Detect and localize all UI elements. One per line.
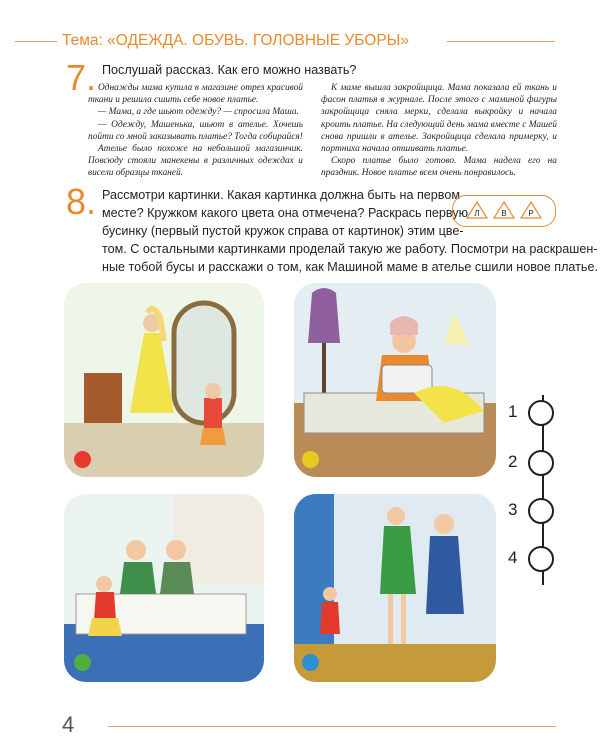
story-paragraph: Однажды мама купила в магазине отрез красивой ткани и решила сшить себе новое платье.: [88, 83, 303, 106]
bead-number: 1: [508, 402, 518, 421]
fitting-dress-picture: [294, 494, 496, 682]
badge-letter: Л: [474, 209, 480, 218]
badge-letter: В: [501, 209, 507, 218]
header-rule-left: [15, 41, 57, 42]
shop-illustration: [64, 283, 264, 477]
instruction-line: том. С остальными картинками проделай такую же работу. Посмотри на раскрашен-: [102, 242, 598, 256]
instruction-line: бусинку (первый пустой кружок справа от картинок) этим цве-: [102, 224, 464, 238]
atelier-illustration: [294, 283, 496, 477]
bead-circle-1[interactable]: [528, 400, 554, 426]
badge-letter: Р: [528, 209, 534, 218]
story-paragraph: — Мама, а где шьют одежду? — спросила Маша.: [98, 107, 299, 118]
story-paragraph: — Одежду, Машенька, шьют в ателье. Хочешь пойти со мной заказывать платье? Тогда собирайся!: [88, 119, 303, 142]
triangle-icon: [520, 201, 542, 219]
bead-number: 2: [508, 452, 518, 471]
instruction-line: ные тобой бусы и расскажи о том, как Машиной маме в ателье сшили новое платье.: [102, 260, 598, 274]
yellow-marker-dot: [302, 451, 319, 468]
bead-number: 4: [508, 548, 518, 567]
theme-prefix: Тема:: [62, 32, 108, 49]
task-8-number: 8.: [66, 181, 97, 222]
theme-title: «ОДЕЖДА. ОБУВЬ. ГОЛОВНЫЕ УБОРЫ»: [107, 32, 409, 49]
footer-rule: [108, 726, 556, 727]
green-marker-dot: [74, 654, 91, 671]
fitting-illustration: [294, 494, 496, 682]
task-7-number: 7.: [66, 57, 97, 98]
bead-number: 3: [508, 500, 518, 519]
story-paragraph: К маме вышла закройщица. Мама показала ей ткань и фасон платья в журнале. После этого с маминой фигуры закройщица сняла мерки, сделала выкройку и начала кроить платье. На следующий день мама вместе с Машей снова пришли в ателье. Закройщица сделала примерку, и портниха начала отшивать платье.: [321, 83, 557, 155]
bead-circle-4[interactable]: [528, 546, 554, 572]
triangle-icon: [466, 201, 488, 219]
page-number: 4: [62, 712, 75, 737]
choosing-fabric-picture: [64, 494, 264, 682]
bead-circle-2[interactable]: [528, 450, 554, 476]
bead-circle-3[interactable]: [528, 498, 554, 524]
instruction-line: месте? Кружком какого цвета она отмечена? Раскрась первую: [102, 206, 469, 220]
fabric-illustration: [64, 494, 264, 682]
red-marker-dot: [74, 451, 91, 468]
story-column-left: [88, 82, 303, 180]
story-column-right: [321, 82, 557, 180]
mother-trying-dress-picture: [64, 283, 264, 477]
page-theme: [62, 32, 409, 50]
story-paragraph: Скоро платье было готово. Мама надела его на праздник. Новое платье всем очень понравилось.: [321, 156, 557, 179]
triangle-icon: [493, 201, 515, 219]
task-7-instruction: Послушай рассказ. Как его можно назвать?: [102, 63, 357, 77]
instruction-line: Рассмотри картинки. Какая картинка должна быть на первом: [102, 188, 460, 202]
seamstress-sewing-picture: [294, 283, 496, 477]
header-rule-right: [447, 41, 555, 42]
story-paragraph: Ателье было похоже на небольшой магазинчик. Повсюду стояли манекены в различных одеждах и висели образцы тканей.: [88, 144, 303, 179]
blue-marker-dot: [302, 654, 319, 671]
task-8-instruction-continued: [102, 240, 598, 276]
